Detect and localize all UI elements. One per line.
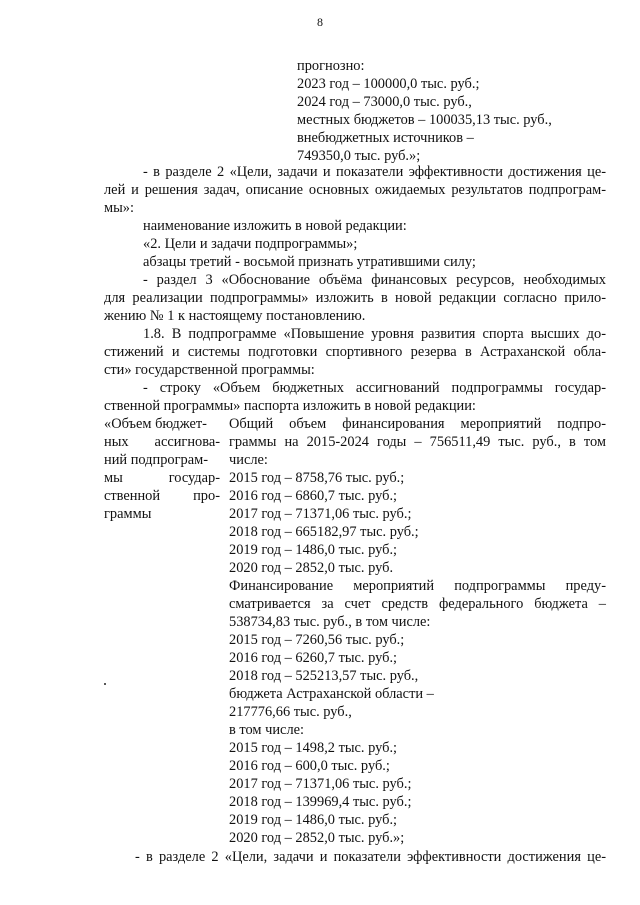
passport-left-line: ний подпрограм- [104,452,208,468]
text-line: - строку «Объем бюджетных ассигнований подпрограммы государ- [143,380,606,396]
passport-left-line: мы государ- [104,470,220,486]
passport-right-line: числе: [229,452,268,468]
passport-right-line: 2016 год – 600,0 тыс. руб.; [229,758,390,774]
text-line: стижений и системы подготовки спортивного резерва в Астраханской обла- [104,344,606,360]
passport-right-line: 217776,66 тыс. руб., [229,704,352,720]
text-line: 2024 год – 73000,0 тыс. руб., [297,94,472,110]
passport-right-line: 2016 год – 6260,7 тыс. руб.; [229,650,398,666]
text-line: внебюджетных источников – [297,130,474,146]
passport-right-line: 2016 год – 6860,7 тыс. руб.; [229,488,398,504]
passport-right-line: Общий объем финансирования мероприятий подпро- [229,416,606,432]
passport-right-line: бюджета Астраханской области – [229,686,434,702]
text-line: местных бюджетов – 100035,13 тыс. руб., [297,112,552,128]
passport-left-line: граммы [104,506,152,522]
scan-speck [104,683,106,685]
text-line: прогнозно: [297,58,365,74]
text-line: лей и решения задач, описание основных ожидаемых результатов подпрограм- [104,182,606,198]
passport-right-line: 538734,83 тыс. руб., в том числе: [229,614,431,630]
passport-right-line: 2020 год – 2852,0 тыс. руб. [229,560,394,576]
text-line: для реализации подпрограммы» изложить в новой редакции согласно прило- [104,290,606,306]
text-line: - в разделе 2 «Цели, задачи и показатели эффективности достижения це- [135,849,606,865]
page-number: 8 [317,15,323,29]
passport-left-line: ственной про- [104,488,220,504]
passport-left-line: ных ассигнова- [104,434,220,450]
text-line: - в разделе 2 «Цели, задачи и показатели эффективности достижения це- [143,164,606,180]
passport-right-line: 2018 год – 139969,4 тыс. руб.; [229,794,412,810]
text-line: - раздел 3 «Обоснование объёма финансовых ресурсов, необходимых [143,272,606,288]
text-line: 749350,0 тыс. руб.»; [297,148,421,164]
text-line: сти» государственной программы: [104,362,315,378]
passport-right-line: 2019 год – 1486,0 тыс. руб.; [229,542,398,558]
text-line: 2023 год – 100000,0 тыс. руб.; [297,76,480,92]
passport-right-line: 2019 год – 1486,0 тыс. руб.; [229,812,398,828]
text-line: жению № 1 к настоящему постановлению. [104,308,366,324]
text-line: наименование изложить в новой редакции: [143,218,407,234]
text-line: мы»: [104,200,134,216]
text-line: ственной программы» паспорта изложить в новой редакции: [104,398,476,414]
passport-right-line: 2015 год – 7260,56 тыс. руб.; [229,632,405,648]
passport-right-line: 2015 год – 8758,76 тыс. руб.; [229,470,405,486]
passport-right-line: Финансирование мероприятий подпрограммы преду- [229,578,606,594]
text-line: «2. Цели и задачи подпрограммы»; [143,236,358,252]
passport-left-line: «Объем бюджет- [104,416,207,432]
passport-right-line: 2018 год – 525213,57 тыс. руб., [229,668,419,684]
passport-right-line: 2020 год – 2852,0 тыс. руб.»; [229,830,405,846]
passport-right-line: 2018 год – 665182,97 тыс. руб.; [229,524,419,540]
passport-right-line: граммы на 2015-2024 годы – 756511,49 тыс. руб., в том [229,434,606,450]
passport-right-line: 2015 год – 1498,2 тыс. руб.; [229,740,398,756]
passport-right-line: сматривается за счет средств федерального бюджета – [229,596,606,612]
passport-right-line: 2017 год – 71371,06 тыс. руб.; [229,506,412,522]
passport-right-line: в том числе: [229,722,305,738]
text-line: 1.8. В подпрограмме «Повышение уровня развития спорта высших до- [143,326,606,342]
passport-right-line: 2017 год – 71371,06 тыс. руб.; [229,776,412,792]
text-line: абзацы третий - восьмой признать утратившими силу; [143,254,476,270]
